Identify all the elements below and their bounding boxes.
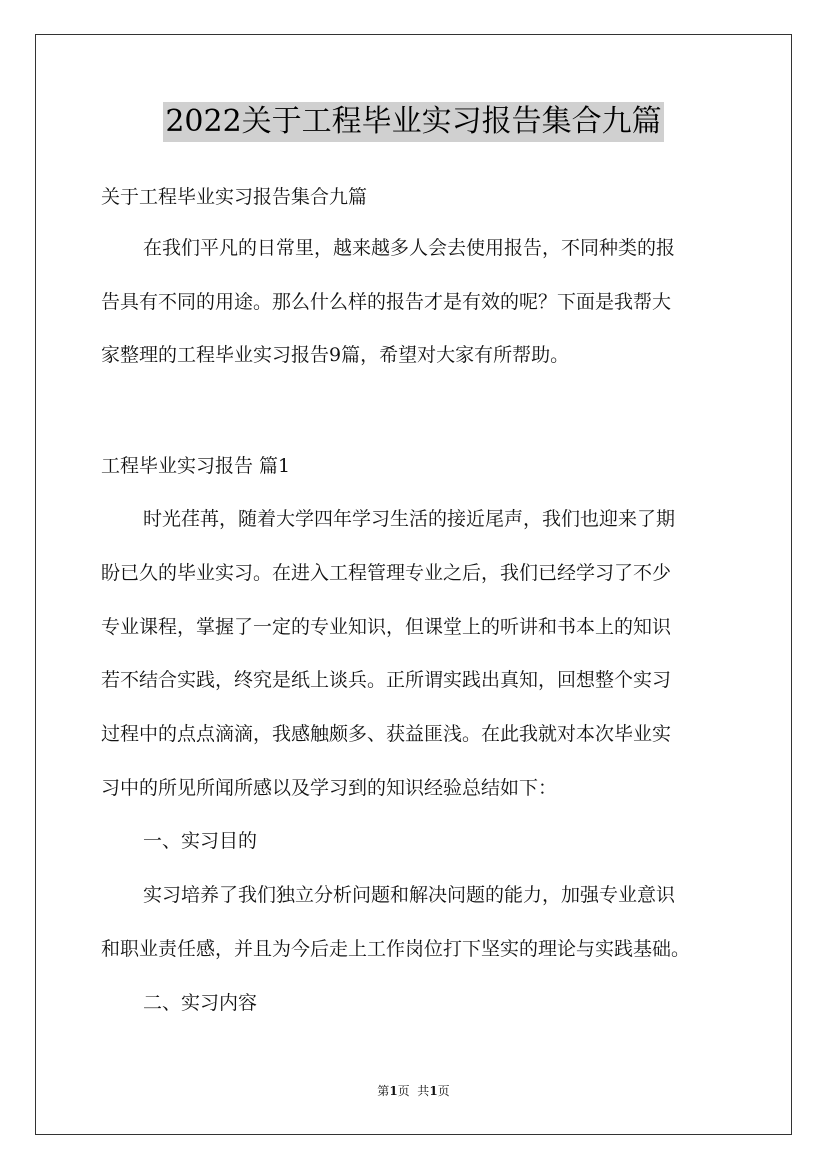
section-heading: 工程毕业实习报告 篇1: [101, 455, 291, 477]
footer-prefix: 第: [377, 1084, 390, 1098]
paragraph-line: 家整理的工程毕业实习报告9篇，希望对大家有所帮助。: [101, 344, 570, 366]
footer-page-total: 1: [429, 1084, 438, 1098]
paragraph-line: 专业课程，掌握了一定的专业知识，但课堂上的听讲和书本上的知识: [101, 616, 672, 638]
paragraph-line: 若不结合实践，终究是纸上谈兵。正所谓实践出真知，回想整个实习: [101, 669, 672, 691]
footer-page-number: 1: [389, 1084, 398, 1098]
paragraph-line: 时光荏苒，随着大学四年学习生活的接近尾声，我们也迎来了期: [143, 508, 676, 530]
paragraph-line: 盼已久的毕业实习。在进入工程管理专业之后，我们已经学习了不少: [101, 562, 672, 584]
page-footer: [0, 1083, 827, 1099]
title-container: [0, 102, 827, 142]
paragraph-line: 和职业责任感，并且为今后走上工作岗位打下坚实的理论与实践基础。: [101, 938, 691, 960]
subsection-heading: 一、实习目的: [143, 830, 258, 852]
paragraph-line: 习中的所见所闻所感以及学习到的知识经验总结如下：: [101, 777, 558, 799]
paragraph-line: 过程中的点点滴滴，我感触颇多、获益匪浅。在此我就对本次毕业实: [101, 723, 672, 745]
document-title: 2022关于工程毕业实习报告集合九篇: [163, 102, 663, 142]
subsection-heading: 二、实习内容: [143, 992, 258, 1014]
paragraph-line: 在我们平凡的日常里，越来越多人会去使用报告，不同种类的报: [143, 237, 676, 259]
footer-mid: 页 共: [397, 1084, 430, 1098]
footer-suffix: 页: [437, 1084, 450, 1098]
paragraph-line: 实习培养了我们独立分析问题和解决问题的能力，加强专业意识: [143, 884, 676, 906]
paragraph-line: 告具有不同的用途。那么什么样的报告才是有效的呢？下面是我帮大: [101, 291, 672, 313]
subtitle-line: 关于工程毕业实习报告集合九篇: [101, 186, 368, 208]
